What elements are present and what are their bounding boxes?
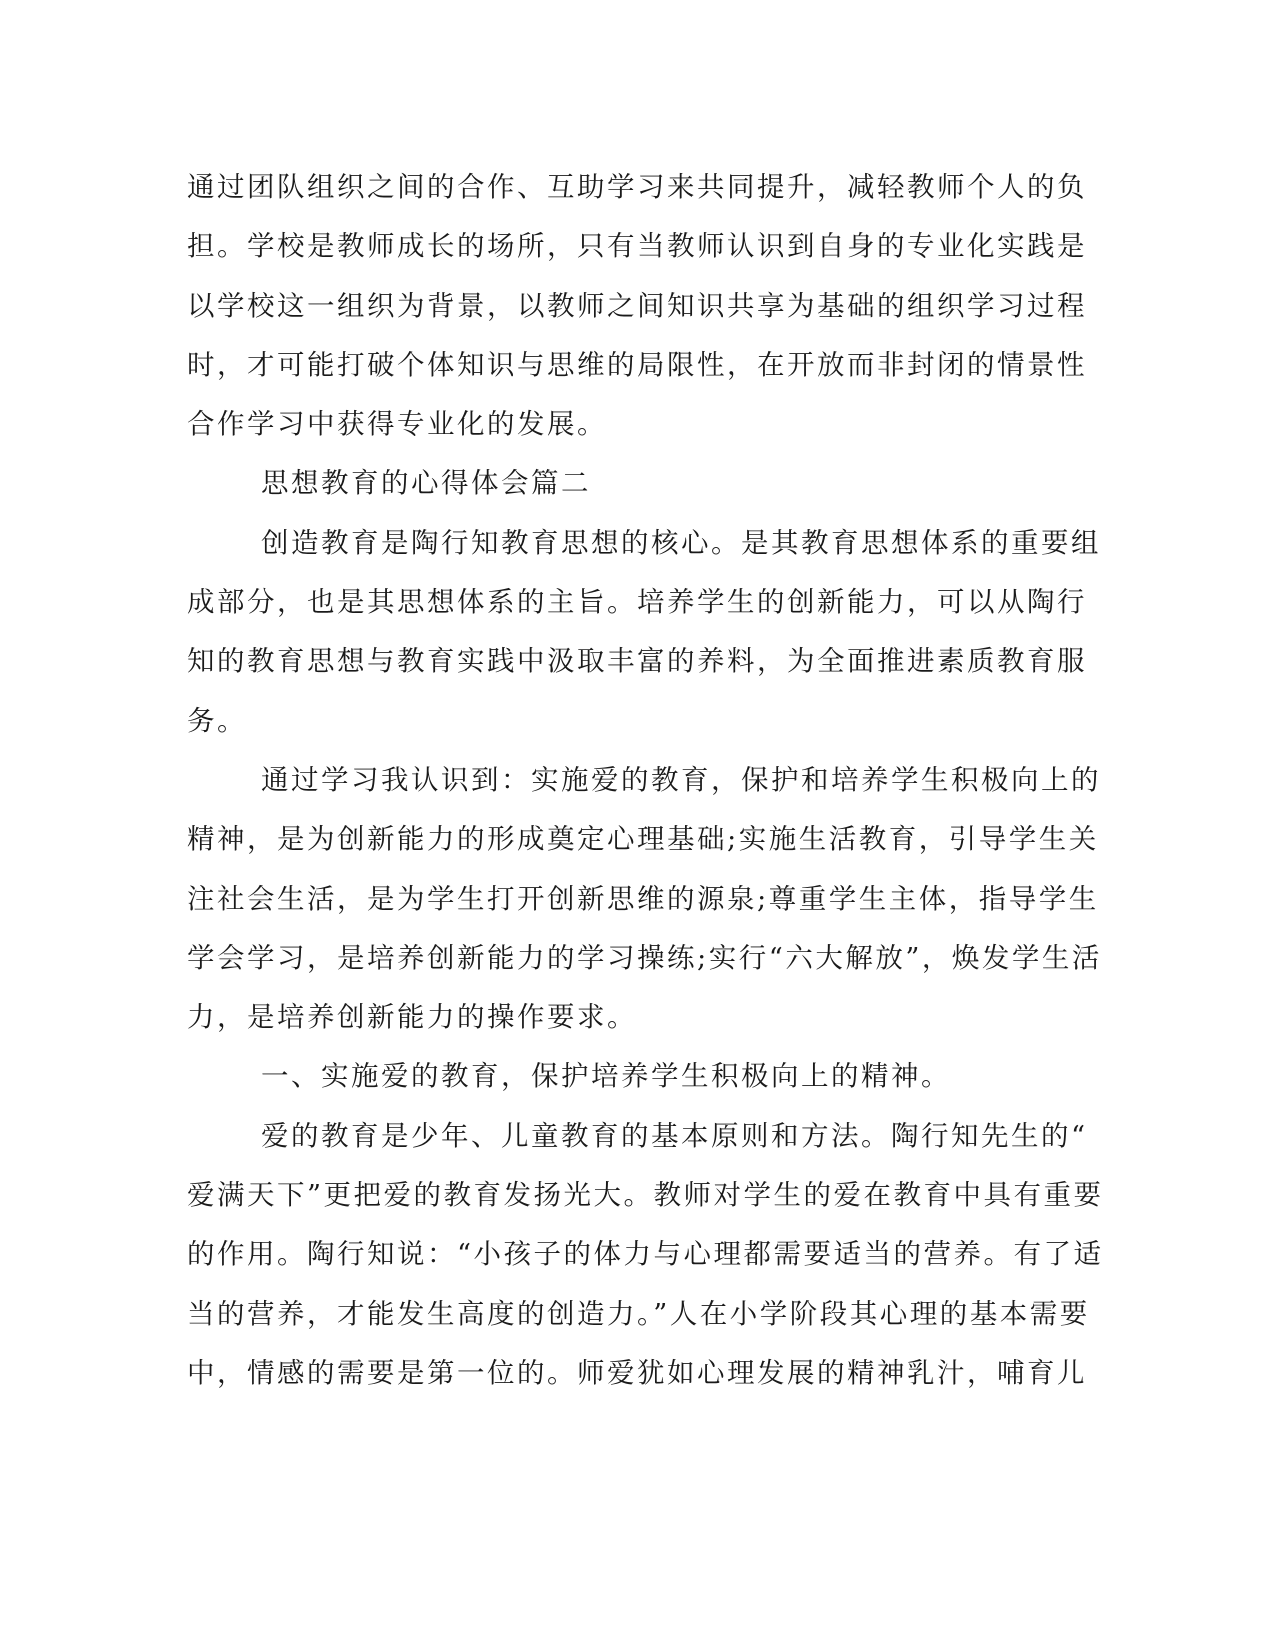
text-line: 创造教育是陶行知教育思想的核心。是其教育思想体系的重要组 bbox=[261, 526, 1101, 559]
text-line: 务。 bbox=[187, 704, 247, 737]
text-line: 合作学习中获得专业化的发展。 bbox=[187, 408, 607, 441]
text-line: 爱的教育是少年、儿童教育的基本原则和方法。陶行知先生的“ bbox=[261, 1119, 1088, 1152]
text-line: 精神，是为创新能力的形成奠定心理基础;实施生活教育，引导学生关 bbox=[187, 823, 1099, 856]
text-line: 注社会生活，是为学生打开创新思维的源泉;尊重学生主体，指导学生 bbox=[187, 882, 1099, 915]
text-line: 时，才可能打破个体知识与思维的局限性，在开放而非封闭的情景性 bbox=[187, 348, 1087, 381]
text-line: 通过团队组织之间的合作、互助学习来共同提升，减轻教师个人的负 bbox=[187, 171, 1087, 203]
text-line: 担。学校是教师成长的场所，只有当教师认识到自身的专业化实践是 bbox=[187, 230, 1087, 263]
text-line: 的作用。陶行知说：“小孩子的体力与心理都需要适当的营养。有了适 bbox=[187, 1238, 1104, 1271]
text-line: 中，情感的需要是第一位的。师爱犹如心理发展的精神乳汁，哺育儿 bbox=[187, 1356, 1087, 1389]
document-body bbox=[187, 158, 1104, 1403]
text-line: 通过学习我认识到：实施爱的教育，保护和培养学生积极向上的 bbox=[261, 763, 1101, 796]
text-line: 知的教育思想与教育实践中汲取丰富的养料，为全面推进素质教育服 bbox=[187, 645, 1087, 678]
text-line: 力，是培养创新能力的操作要求。 bbox=[187, 1001, 637, 1034]
text-line: 爱满天下”更把爱的教育发扬光大。教师对学生的爱在教育中具有重要 bbox=[187, 1179, 1104, 1212]
text-line: 以学校这一组织为背景，以教师之间知识共享为基础的组织学习过程 bbox=[187, 289, 1087, 322]
text-line: 学会学习，是培养创新能力的学习操练;实行“六大解放”，焕发学生活 bbox=[187, 941, 1102, 974]
subsection-heading: 一、实施爱的教育，保护培养学生积极向上的精神。 bbox=[261, 1060, 951, 1093]
text-line: 成部分，也是其思想体系的主旨。培养学生的创新能力，可以从陶行 bbox=[187, 586, 1087, 619]
text-line: 当的营养，才能发生高度的创造力。”人在小学阶段其心理的基本需要 bbox=[187, 1297, 1090, 1330]
section-heading: 思想教育的心得体会篇二 bbox=[261, 467, 591, 500]
